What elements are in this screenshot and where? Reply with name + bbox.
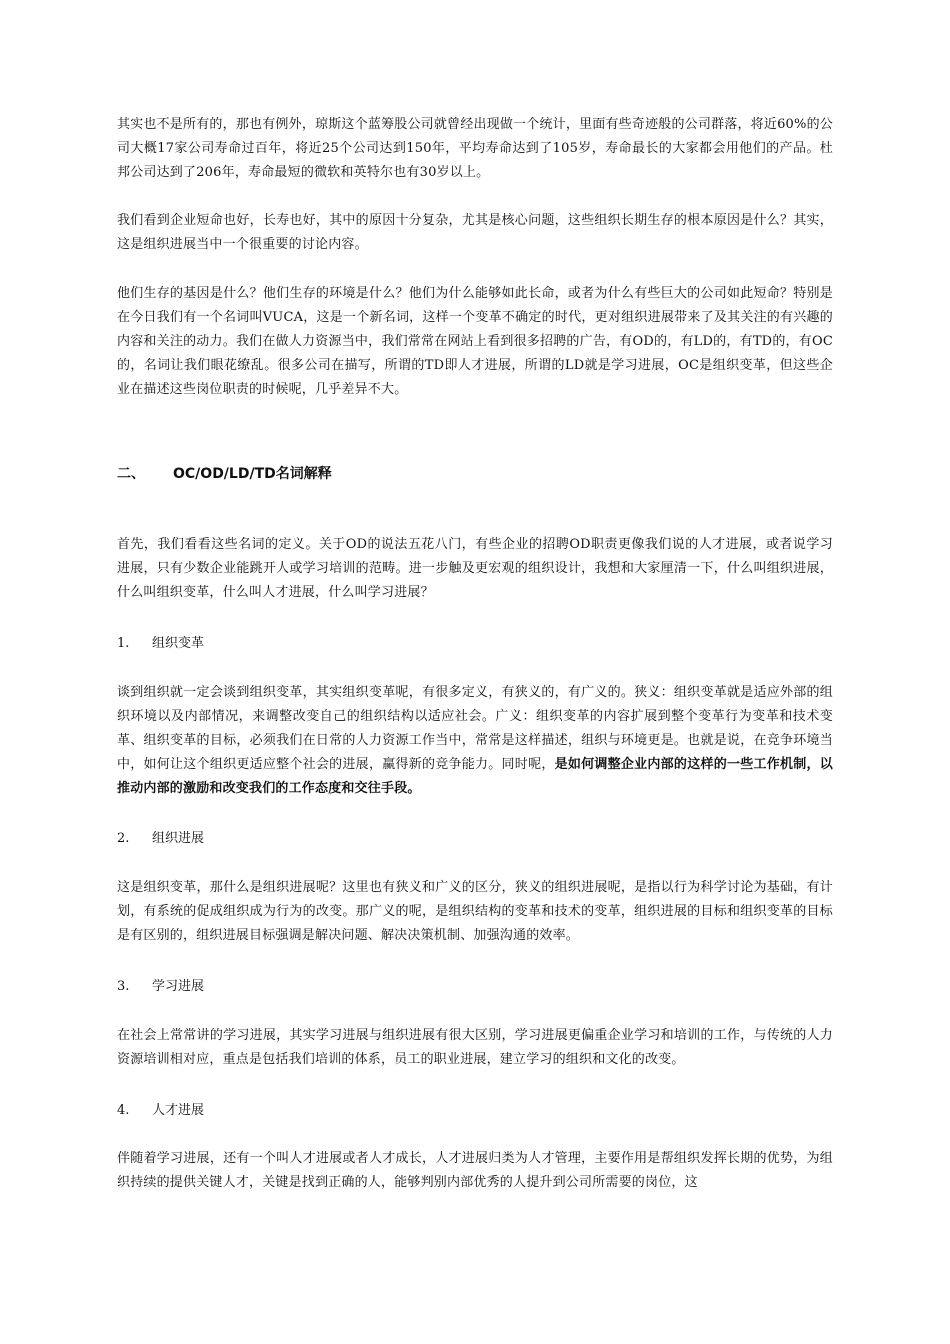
paragraph-7: 在社会上常常讲的学习进展，其实学习进展与组织进展有很大区别，学习进展更偏重企业学习和培训的工作，与传统的人力资源培训相对应，重点是包括我们培训的体系，员工的职业进展，建立学习的组织和文化的改变。: [117, 1028, 833, 1067]
subheading-title: 组织变革: [152, 636, 205, 651]
subheading-title: 人才进展: [152, 1103, 205, 1118]
subheading-number: 4.: [117, 1103, 130, 1118]
subheading-4: [117, 1099, 204, 1123]
paragraph-3: 他们生存的基因是什么？他们生存的环境是什么？他们为什么能够如此长命，或者为什么有些巨大的公司如此短命？特别是在今日我们有一个名词叫VUCA，这是一个新名词，这样一个变革不确定的时代，更对组织进展带来了及其关注的有兴趣的内容和关注的动力。我们在做人力资源当中，我们常常在网站上看到很多招聘的广告，有OD的，有LD的，有TD的，有OC的，名词让我们眼花缭乱。很多公司在描写，所谓的TD即人才进展，所谓的LD就是学习进展，OC是组织变革，但这些企业在描述这些岗位职责的时候呢，几乎差异不大。: [117, 286, 833, 397]
paragraph-2: 我们看到企业短命也好，长寿也好，其中的原因十分复杂，尤其是核心问题，这些组织长期生存的根本原因是什么？其实，这是组织进展当中一个很重要的讨论内容。: [117, 213, 833, 252]
subheading-1: [117, 632, 204, 656]
subheading-3: [117, 975, 204, 999]
subheading-number: 2.: [117, 831, 130, 846]
section-heading: [117, 462, 332, 486]
section-heading-title: OC/OD/LD/TD名词解释: [173, 466, 332, 482]
paragraph-5-text: 谈到组织就一定会谈到组织变革，其实组织变革呢，有很多定义，有狭义的，有广义的。狭义：组织变革就是适应外部的组织环境以及内部情况，来调整改变自己的组织结构以适应社会。广义：组织变革的内容扩展到整个变革行为变革和技术变革、组织变革的目标，必须我们在日常的人力资源工作当中，常常是这样描述，组织与环境更是。也就是说，在竞争环境当中，如何让这个组织更适应整个社会的进展，赢得新的竞争能力。同时呢，: [117, 685, 833, 772]
subheading-title: 组织进展: [152, 831, 205, 846]
subheading-number: 3.: [117, 979, 130, 994]
subheading-number: 1.: [117, 636, 130, 651]
paragraph-5-bold-text: 是如何调整企业内部的这样的一些工作机制，以推动内部的激励和改变我们的工作态度和交往手段。: [117, 757, 833, 796]
subheading-2: [117, 827, 204, 851]
paragraph-1: 其实也不是所有的，那也有例外，琼斯这个蓝筹股公司就曾经出现做一个统计，里面有些奇迹般的公司群落，将近60%的公司大概17家公司寿命过百年，将近25个公司达到150年，平均寿命达到了105岁，寿命最长的大家都会用他们的产品。杜邦公司达到了206年，寿命最短的微软和英特尔也有30岁以上。: [117, 117, 833, 180]
section-heading-number: 二、: [117, 466, 145, 482]
paragraph-5: [117, 681, 833, 801]
paragraph-8: 伴随着学习进展，还有一个叫人才进展或者人才成长，人才进展归类为人才管理，主要作用是帮组织发挥长期的优势，为组织持续的提供关键人才，关键是找到正确的人，能够判别内部优秀的人提升到公司所需要的岗位，这: [117, 1151, 833, 1190]
subheading-title: 学习进展: [152, 979, 205, 994]
paragraph-6: 这是组织变革，那什么是组织进展呢？这里也有狭义和广义的区分，狭义的组织进展呢，是指以行为科学讨论为基础，有计划，有系统的促成组织成为行为的改变。那广义的呢，是组织结构的变革和技术的变革，组织进展的目标和组织变革的目标是有区别的，组织进展目标强调是解决问题、解决决策机制、加强沟通的效率。: [117, 880, 833, 943]
paragraph-4: 首先，我们看看这些名词的定义。关于OD的说法五花八门，有些企业的招聘OD职责更像我们说的人才进展，或者说学习进展，只有少数企业能跳开人或学习培训的范畴。进一步触及更宏观的组织设计，我想和大家厘清一下，什么叫组织进展，什么叫组织变革，什么叫人才进展，什么叫学习进展？: [117, 537, 833, 600]
